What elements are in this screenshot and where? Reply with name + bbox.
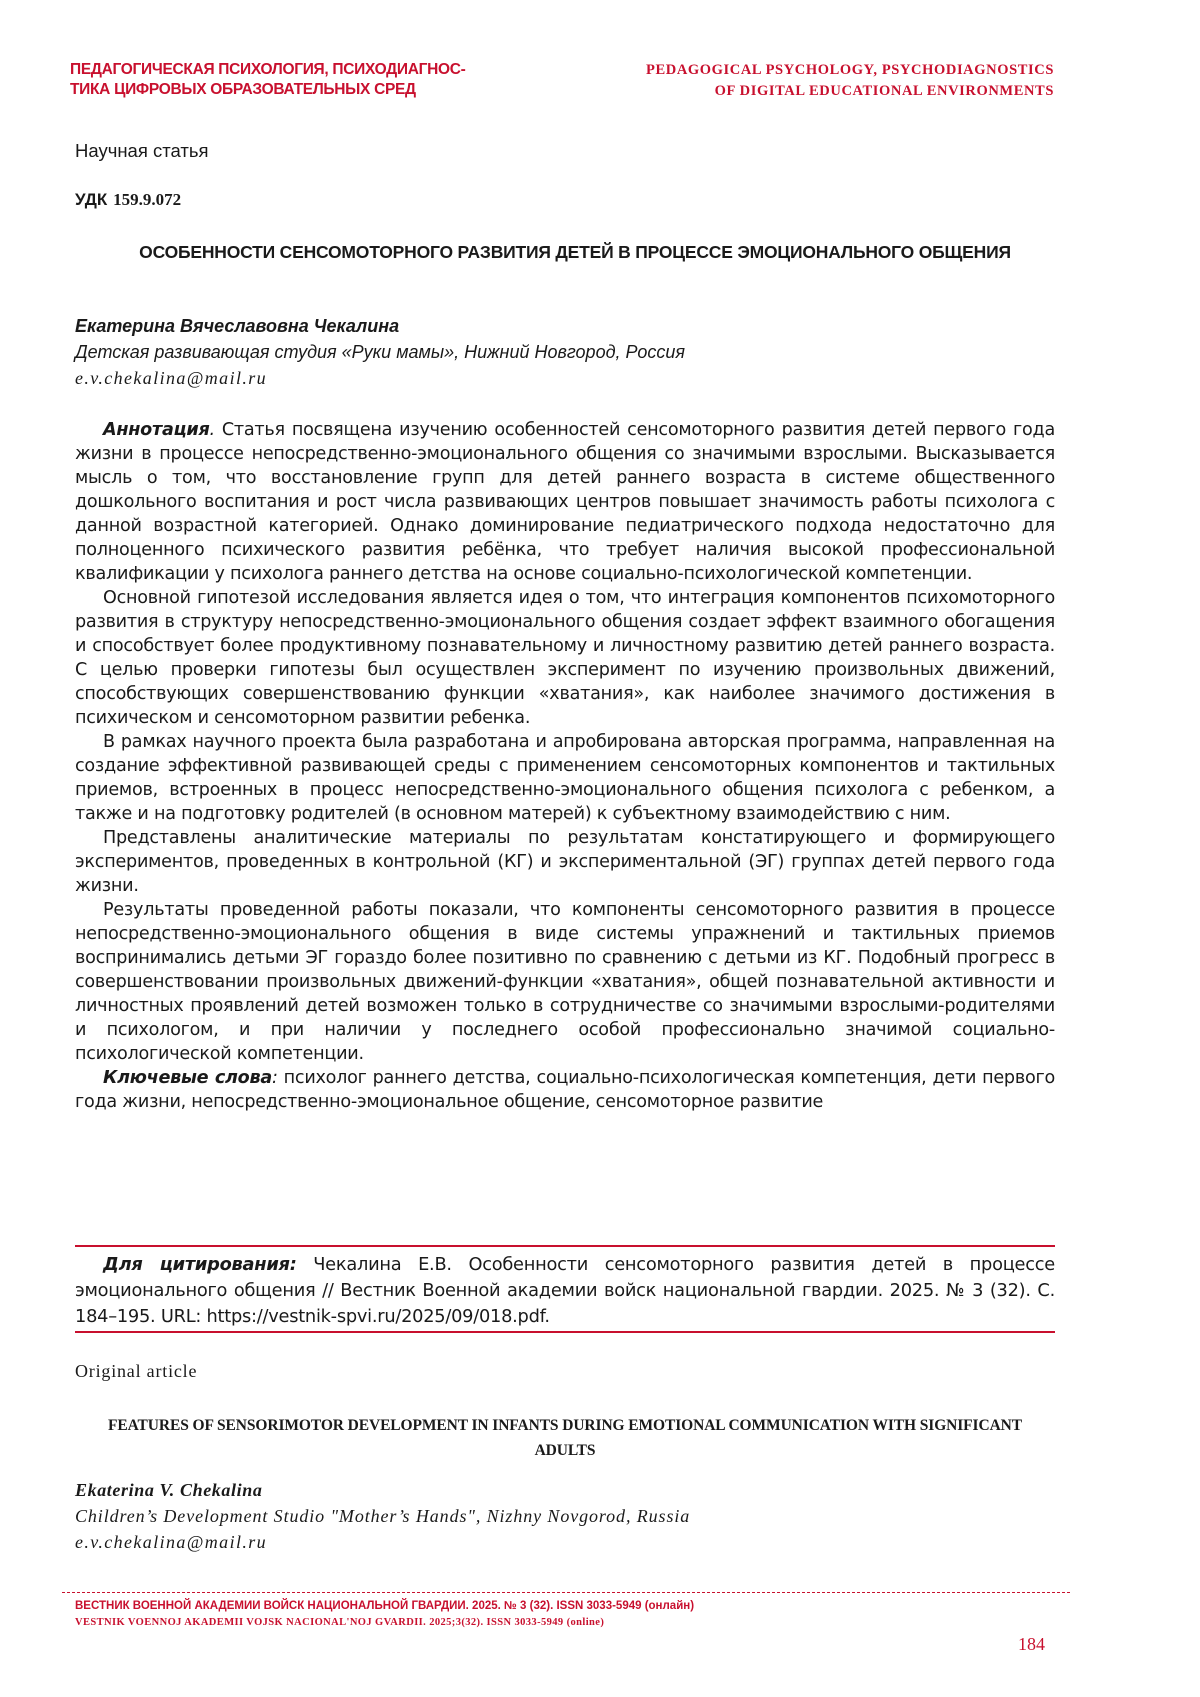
running-header-en-line1: PEDAGOGICAL PSYCHOLOGY, PSYCHODIAGNOSTICS [646, 62, 1054, 78]
author-email-ru: e.v.chekalina@mail.ru [75, 368, 268, 388]
abstract-text-1: Статья посвящена изучению особенностей сенсомоторного развития детей первого года жизни в процессе непосредственно-эмоционального общения со значимыми взрослыми. Высказывается мысль о том, что восстановление групп для детей раннего возраста в системе общественного дошкольного воспитания и рост числа развивающих центров повышает значимость работы психолога с данной возрастной категорией. Однако доминирование педиатрического подхода недостаточно для полноценного психического развития ребёнка, что требует наличия высокой профессиональной квалификации у психолога раннего детства на основе социально-психологической компетенции. [75, 420, 1056, 584]
author-affiliation-ru: Детская развивающая студия «Руки мамы», Нижний Новгород, Россия [75, 342, 685, 362]
citation-label: Для цитирования: [103, 1254, 297, 1275]
keywords-paragraph: Ключевые слова: психолог раннего детства, социально-психологическая компетенция, дети первого года жизни, непосредственно-эмоциональное общение, сенсомоторное развитие [75, 1068, 1055, 1112]
citation-block [75, 1252, 1055, 1330]
abstract-paragraph-4: Представлены аналитические материалы по результатам констатирующего и формирующего экспериментов, проведенных в контрольной (КГ) и экспериментальной (ЭГ) группах детей первого года жизни. [75, 828, 1055, 896]
footer-journal-en: VESTNIK VOENNOJ AKADEMII VOJSK NACIONAL'NOJ GVARDII. 2025;3(32). ISSN 3033-5949 (online) [75, 1617, 605, 1628]
abstract-label: Аннотация [103, 420, 210, 440]
keywords-label: Ключевые слова [103, 1068, 272, 1088]
running-header-en [534, 60, 1054, 102]
author-name-en: Ekaterina V. Chekalina [75, 1480, 263, 1500]
keywords-text: психолог раннего детства, социально-психологическая компетенция, дети первого года жизни, непосредственно-эмоциональное общение, сенсомоторное развитие [75, 1068, 1055, 1112]
article-title-en: FEATURES OF SENSORIMOTOR DEVELOPMENT IN INFANTS DURING EMOTIONAL COMMUNICATION WITH SIGNIFICANT ADULTS [107, 1417, 1022, 1459]
citation-bottom-rule [75, 1331, 1055, 1333]
udc-label: УДК [75, 190, 108, 209]
running-header-ru-line2: ТИКА ЦИФРОВЫХ ОБРАЗОВАТЕЛЬНЫХ СРЕД [70, 81, 416, 98]
article-type-ru: Научная статья [75, 140, 209, 161]
running-header-ru-line1: ПЕДАГОГИЧЕСКАЯ ПСИХОЛОГИЯ, ПСИХОДИАГНОС- [70, 61, 466, 78]
running-header-en-line2: OF DIGITAL EDUCATIONAL ENVIRONMENTS [714, 83, 1054, 99]
abstract-block [75, 418, 1055, 1114]
article-title-ru: ОСОБЕННОСТИ СЕНСОМОТОРНОГО РАЗВИТИЯ ДЕТЕЙ В ПРОЦЕССЕ ЭМОЦИОНАЛЬНОГО ОБЩЕНИЯ [139, 242, 1011, 262]
citation-text: Чекалина Е.В. Особенности сенсомоторного развития детей в процессе эмоционального общения // Вестник Военной академии войск национальной гвардии. 2025. № 3 (32). С. 184–195. URL: https://vestnik-spvi.ru/2025/09/018.pdf. [75, 1254, 1055, 1327]
footer-journal-ru: ВЕСТНИК ВОЕННОЙ АКАДЕМИИ ВОЙСК НАЦИОНАЛЬНОЙ ГВАРДИИ. 2025. № 3 (32). ISSN 3033-5949 (онлайн) [75, 1600, 695, 1612]
author-name-ru: Екатерина Вячеславовна Чекалина [75, 316, 400, 336]
udc-line [75, 190, 181, 210]
author-email-en: e.v.chekalina@mail.ru [75, 1532, 268, 1552]
udc-value: 159.9.072 [113, 190, 182, 209]
abstract-paragraph-1: Аннотация. Статья посвящена изучению особенностей сенсомоторного развития детей первого года жизни в процессе непосредственно-эмоционального общения со значимыми взрослыми. Высказывается мысль о том, что восстановление групп для детей раннего возраста в системе общественного дошкольного воспитания и рост числа развивающих центров повышает значимость работы психолога с данной возрастной категорией. Однако доминирование педиатрического подхода недостаточно для полноценного психического развития ребёнка, что требует наличия высокой профессиональной квалификации у психолога раннего детства на основе социально-психологической компетенции. [75, 420, 1056, 584]
abstract-paragraph-3: В рамках научного проекта была разработана и апробирована авторская программа, направленная на создание эффективной развивающей среды с применением сенсомоторных компонентов и тактильных приемов, встроенных в процесс непосредственно-эмоционального общения психолога с ребенком, а также и на подготовку родителей (в основном матерей) к субъектному взаимодействию с ним. [75, 732, 1055, 824]
article-type-en: Original article [75, 1361, 198, 1381]
footer-rule [62, 1592, 1070, 1593]
abstract-paragraph-5: Результаты проведенной работы показали, что компоненты сенсомоторного развития в процессе непосредственно-эмоционального общения в виде системы упражнений и тактильных приемов воспринимались детьми ЭГ гораздо более позитивно по сравнению с детьми из КГ. Подобный прогресс в совершенствовании произвольных движений-функции «хватания», общей познавательной активности и личностных проявлений детей возможен только в сотрудничестве со значимыми взрослыми-родителями и психологом, и при наличии у последнего особой профессионально значимой социально-психологической компетенции. [75, 900, 1055, 1064]
running-header-ru [70, 60, 590, 100]
author-affiliation-en: Children’s Development Studio "Mother’s Hands", Nizhny Novgorod, Russia [75, 1506, 691, 1526]
abstract-paragraph-2: Основной гипотезой исследования является идея о том, что интеграция компонентов психомоторного развития в структуру непосредственно-эмоционального общения создает эффект взаимного обогащения и способствует более продуктивному познавательному и личностному развитию детей раннего возраста. С целью проверки гипотезы был осуществлен эксперимент по изучению произвольных движений, способствующих совершенствованию функции «хватания», как наиболее значимого достижения в психическом и сенсомоторном развитии ребенка. [75, 588, 1055, 728]
citation-paragraph [75, 1252, 1055, 1330]
citation-top-rule [75, 1245, 1055, 1247]
page-number: 184 [1018, 1634, 1045, 1654]
